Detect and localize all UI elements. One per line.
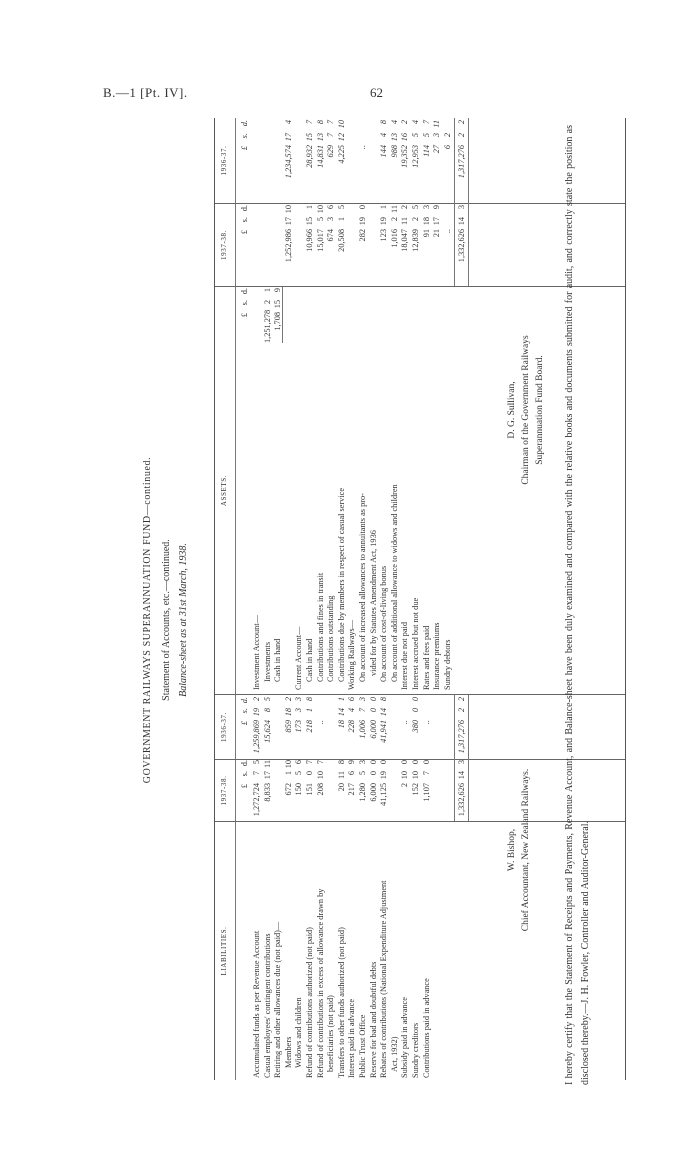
fund-title: GOVERNMENT RAILWAYS SUPERANNUATION FUND—continued.: [142, 456, 153, 784]
asset-1937-shillings: 3: [432, 133, 442, 138]
asset-1938-pounds: 282: [358, 229, 367, 242]
liability-1937-pence: 0: [411, 697, 420, 702]
currency-symbol-pence: d.: [240, 205, 249, 212]
liability-1937-pounds: 228: [347, 720, 357, 733]
page-number: 62: [370, 85, 383, 100]
asset-1937-pence: 11: [432, 120, 442, 128]
asset-row: [315, 118, 326, 1080]
liability-1938-pounds: 2: [400, 783, 410, 788]
liability-1937-pounds: 6,000: [368, 720, 378, 739]
liability-1938-shillings: 19: [379, 771, 389, 780]
liability-label: Reserve for bad and doubtful debts: [368, 961, 378, 1078]
asset-row: [262, 118, 273, 1080]
asset-row: [346, 118, 357, 1080]
liability-1938-pence: 11: [262, 760, 272, 768]
assets-total-1937-shillings: 2: [457, 133, 467, 138]
asset-1938-pounds: 1,252,986: [283, 229, 293, 263]
liabilities-total-1938-shillings: 14: [457, 771, 467, 780]
asset-subtotal-pounds: 1,251,278: [262, 309, 272, 343]
liabilities-total-1938-pounds: 1,332,626: [457, 783, 467, 817]
asset-1937-pence: 7: [326, 120, 336, 125]
liability-1938-shillings: 0: [368, 771, 378, 776]
asset-label: Investments: [262, 641, 272, 682]
liabilities-total-1937-pence: 2: [457, 697, 467, 702]
asset-1938-shillings: 11: [400, 217, 410, 225]
liability-label: Refund of contributions in excess of allowance drawn by: [315, 888, 325, 1078]
assets-total-rule: [454, 118, 455, 286]
liability-1937-pounds: ..: [421, 720, 431, 725]
asset-label: On account of additional allowance to widows and children: [389, 484, 399, 682]
asset-1937-shillings: 4: [379, 133, 389, 138]
liability-1938-shillings: 7: [421, 771, 431, 776]
asset-label: Contributions and fines in transit: [315, 572, 325, 682]
auditor-certification: I hereby certify that the Statement of Receipts and Payments, Revenue Account, and Balance-sheet have been duly examined and compared with the relative books and documents submitted for audit, and correctly state the position as disclosed thereby.—J. H. Fowler, Controller and Auditor-General.: [564, 125, 591, 1085]
liability-1937-shillings: 14: [379, 708, 389, 717]
asset-1937-shillings: 16: [400, 133, 410, 142]
liability-1937-pence: 8: [305, 697, 314, 702]
asset-1937-pounds: 12,953: [411, 145, 420, 168]
rotated-page: [120, 120, 620, 1120]
liability-1938-pounds: 1,272,724: [252, 783, 261, 817]
balance-sheet-title: Balance-sheet as at 31st March, 1938.: [178, 543, 189, 697]
assets-year-1938-heading: 1937-38.: [220, 230, 228, 260]
liability-1937-pounds: 218: [305, 720, 314, 733]
liability-1937-pence: 8: [379, 697, 389, 702]
liability-1938-pounds: 1,280: [358, 783, 367, 802]
liability-1937-pounds: 15,624: [262, 720, 272, 743]
asset-1937-pence: 2: [400, 120, 410, 125]
liability-1937-shillings: 0: [368, 708, 378, 713]
asset-1937-pounds: 4,225: [336, 145, 346, 164]
asset-label: Contributions due by members in respect of casual service: [336, 487, 346, 682]
asset-1938-shillings: 1: [336, 217, 346, 222]
asset-1938-pounds: 674: [326, 229, 336, 242]
liability-1938-shillings: 7: [252, 771, 261, 776]
liability-1938-pounds: 217: [347, 783, 357, 796]
asset-1937-shillings: 5: [411, 133, 420, 138]
liability-1937-pence: 6: [347, 697, 357, 702]
liability-1938-pence: 10: [283, 760, 293, 769]
asset-subtotal-pounds: 1,708: [273, 312, 283, 331]
liability-1938-shillings: 0: [305, 771, 314, 776]
currency-symbol-pence: d.: [240, 697, 249, 704]
totals-row: [456, 118, 467, 1080]
asset-1938-shillings: 19: [379, 217, 389, 226]
liability-label: Members: [283, 1036, 293, 1068]
asset-1938-shillings: 2: [411, 217, 420, 222]
liability-1937-pounds: 41,941: [379, 720, 389, 743]
liability-label: Public Trust Office: [358, 1014, 367, 1078]
asset-1937-shillings: 7: [326, 133, 336, 138]
asset-subtotal-shillings: 15: [273, 300, 283, 309]
asset-label: Insurance premiums: [432, 622, 442, 690]
signature-left-name: W. Bishop,: [507, 828, 517, 872]
asset-1937-pounds: 988: [389, 145, 399, 158]
liability-1938-shillings: 10: [315, 771, 325, 780]
liability-1938-pence: 0: [379, 760, 389, 765]
liability-label: Accumulated funds as per Revenue Account: [252, 930, 261, 1078]
asset-row: [325, 118, 336, 1080]
liability-1937-shillings: 18: [283, 708, 293, 717]
liabilities-total-rule: [454, 695, 455, 821]
liability-1938-pounds: 151: [305, 783, 314, 796]
currency-symbol-shillings: s.: [240, 133, 249, 139]
asset-1938-pence: 5: [336, 205, 346, 210]
currency-symbol-pence: d.: [240, 288, 249, 295]
asset-1937-pence: 8: [379, 120, 389, 125]
liability-1938-pence: 0: [411, 760, 420, 765]
assets-year-1937-heading: 1936-37.: [220, 145, 228, 176]
statement-title: Statement of Accounts, etc.—continued.: [161, 539, 172, 701]
signature-right-name: D. G. Sullivan,: [507, 381, 517, 439]
asset-1937-pounds: 1,234,574: [283, 145, 293, 179]
liability-1938-pounds: 208: [315, 783, 325, 796]
liability-1938-pence: 0: [421, 760, 431, 765]
asset-1938-pounds: 21: [432, 229, 442, 238]
liability-1938-pence: 5: [252, 760, 261, 765]
liability-1938-pounds: 152: [411, 783, 420, 796]
liability-1937-pence: 3: [294, 697, 304, 702]
asset-1937-shillings: 5: [421, 133, 431, 138]
asset-1938-pence: 2: [400, 205, 410, 210]
assets-total-1937-pounds: 1,317,276: [457, 145, 467, 179]
asset-1938-pence: 11: [389, 205, 399, 213]
currency-symbol-shillings: s.: [240, 708, 249, 714]
assets-total-1938-shillings: 14: [457, 217, 467, 226]
asset-row: [293, 118, 304, 1080]
liability-1937-pence: 0: [368, 697, 378, 702]
liability-1937-pence: 2: [283, 697, 293, 702]
asset-subtotal-pence: 1: [262, 288, 272, 293]
liability-1938-pence: 7: [305, 760, 314, 765]
liability-1937-pounds: 1,006: [358, 720, 367, 739]
asset-1937-shillings: 17: [283, 133, 293, 142]
currency-header-row: [239, 118, 250, 1080]
asset-1938-pence: 10: [315, 205, 325, 214]
liabilities-total-underline: [468, 695, 469, 821]
liability-1938-pounds: 6,000: [368, 783, 378, 802]
liability-1937-shillings: 0: [411, 708, 420, 713]
liability-1938-pounds: 1,107: [421, 783, 431, 802]
asset-label: Contributions outstanding: [326, 595, 336, 682]
liability-label: Widows and children: [294, 997, 304, 1068]
asset-1937-pounds: 629: [326, 145, 336, 158]
liabilities-year-1938-heading: 1937-38.: [220, 775, 228, 806]
asset-1937-pounds: 6: [442, 145, 452, 150]
asset-label: Cash in hand: [305, 638, 314, 682]
asset-label: Rates and fees paid: [421, 625, 431, 690]
asset-label: On account of increased allowances to annuitants as pro-: [358, 493, 367, 682]
asset-1937-shillings: 2: [442, 133, 452, 138]
asset-row: [389, 118, 400, 1080]
header-rule: [235, 118, 236, 1080]
asset-1937-pounds: ..: [358, 145, 367, 150]
liability-1937-pounds: 173: [294, 720, 304, 733]
asset-1938-pence: 9: [432, 205, 442, 210]
liability-1937-shillings: 3: [294, 708, 304, 713]
asset-1937-pence: 7: [421, 120, 431, 125]
liability-1938-pounds: 41,125: [379, 783, 389, 806]
liability-1938-shillings: 11: [336, 771, 346, 779]
signature-left-title: Chief Accountant, New Zealand Railways.: [521, 768, 531, 932]
asset-label: Interest accrued but not due: [411, 597, 420, 690]
liability-1937-shillings: 4: [347, 708, 357, 713]
liability-label: Refund of contributions authorized (not paid): [305, 927, 314, 1078]
liability-1938-pounds: 672: [283, 783, 293, 796]
currency-symbol-pence: d.: [240, 120, 249, 127]
liability-1937-shillings: 1: [305, 708, 314, 713]
currency-symbol-shillings: s.: [240, 300, 249, 306]
investment-subtotal-rule: [282, 287, 283, 343]
asset-label: Current Account—: [294, 626, 304, 690]
liability-label: Interest paid in advance: [347, 998, 357, 1078]
asset-1938-pence: 0: [358, 205, 367, 210]
asset-1938-shillings: 18: [421, 217, 431, 226]
asset-row: [272, 118, 283, 1080]
liability-1937-pounds: ..: [400, 720, 410, 725]
asset-1938-pence: 6: [326, 205, 336, 210]
assets-total-1938-pounds: 1,332,626: [457, 229, 467, 263]
asset-row: [442, 118, 453, 1080]
asset-subtotal-shillings: 2: [262, 300, 272, 305]
asset-subtotal-pence: 9: [273, 288, 283, 293]
liability-1938-shillings: 1: [283, 771, 293, 776]
asset-row: [368, 118, 379, 1080]
asset-label: Sundry debtors: [442, 639, 452, 690]
asset-label: vided for by Statutes Amendment Act, 1936: [368, 530, 378, 676]
asset-1938-pence: 1: [379, 205, 389, 210]
liability-1938-pence: 0: [368, 760, 378, 765]
asset-1937-pence: 4: [283, 120, 293, 125]
asset-1937-pounds: 19,352: [400, 145, 410, 168]
liability-label: Retiring and other allowances due (not paid)—: [273, 921, 283, 1078]
asset-row: [399, 118, 410, 1080]
asset-1938-pounds: 18,047: [400, 229, 410, 252]
liability-1938-shillings: 5: [358, 771, 367, 776]
liability-label: beneficiaries (not paid): [326, 995, 336, 1072]
liability-1937-pounds: 1,259,869: [252, 720, 261, 754]
liability-1938-pounds: 8,833: [262, 783, 272, 802]
currency-symbol-pounds: £: [240, 313, 249, 318]
liability-1937-shillings: 14: [336, 708, 346, 717]
page-reference: B.—1 [Pt. IV].: [103, 85, 188, 100]
asset-row: [336, 118, 347, 1080]
assets-heading: ASSETS.: [220, 474, 228, 507]
liability-label: Transfers to other funds authorized (not paid): [336, 927, 346, 1078]
currency-symbol-pounds: £: [240, 784, 249, 789]
asset-1938-shillings: 15: [305, 217, 314, 226]
asset-row: [283, 118, 294, 1080]
asset-1937-pounds: 27: [432, 145, 442, 154]
liability-1937-pence: 2: [252, 697, 261, 702]
liability-1937-pence: 5: [262, 697, 272, 702]
assets-total-1937-pence: 2: [457, 120, 467, 125]
liability-1938-pence: 9: [347, 760, 357, 765]
asset-row: [410, 118, 421, 1080]
liability-1938-shillings: 5: [294, 771, 304, 776]
asset-1938-pence: 1: [305, 205, 314, 210]
liability-1938-pence: 7: [315, 760, 325, 765]
asset-1938-pounds: ..: [442, 229, 452, 234]
signature-right: [505, 260, 547, 560]
liability-1938-pence: 6: [294, 760, 304, 765]
asset-1938-pounds: 12,839: [411, 229, 420, 252]
asset-1938-shillings: 17: [283, 217, 293, 226]
liability-1937-shillings: 8: [262, 708, 272, 713]
assets-total-underline: [468, 118, 469, 286]
asset-1938-shillings: 19: [358, 217, 367, 226]
asset-row: [421, 118, 432, 1080]
currency-symbol-pence: d.: [240, 760, 249, 767]
liability-1938-shillings: 10: [400, 771, 410, 780]
currency-symbol-shillings: s.: [240, 771, 249, 777]
asset-1938-shillings: 2: [389, 217, 399, 222]
liability-label: Contributions paid in advance: [421, 978, 431, 1078]
asset-1937-pence: 10: [336, 120, 346, 129]
liability-label: Sundry creditors: [411, 1022, 420, 1078]
signature-right-title: Chairman of the Government Railways: [521, 335, 531, 485]
asset-1938-pence: 3: [421, 205, 431, 210]
asset-row: [357, 118, 368, 1080]
signature-right-title-line2: Superannuation Fund Board.: [535, 355, 545, 465]
liabilities-total-1937-shillings: 2: [457, 708, 467, 713]
liabilities-total-1937-pounds: 1,317,276: [457, 720, 467, 754]
asset-1937-shillings: 13: [389, 133, 399, 142]
asset-label: Investment Account—: [252, 615, 261, 690]
asset-1938-pounds: 91: [421, 229, 431, 238]
asset-label: Interest due not paid: [400, 622, 410, 690]
liability-label: Subsidy paid in advance: [400, 997, 410, 1078]
asset-1937-pence: 8: [315, 120, 325, 125]
asset-row: [251, 118, 262, 1080]
liability-1938-shillings: 6: [347, 771, 357, 776]
asset-1938-pounds: 20,508: [336, 229, 346, 252]
asset-row: [378, 118, 389, 1080]
liability-1937-pounds: 380: [411, 720, 420, 733]
asset-1937-shillings: 15: [305, 133, 314, 142]
liability-1938-pence: 0: [400, 760, 410, 765]
liability-1937-pounds: 859: [283, 720, 293, 733]
asset-1937-shillings: 12: [336, 133, 346, 142]
liability-label: Casual employees' contingent contributions: [262, 933, 272, 1078]
asset-1937-pence: 4: [389, 120, 399, 125]
currency-symbol-pounds: £: [240, 146, 249, 151]
asset-1938-pounds: 123: [379, 229, 389, 242]
asset-row: [431, 118, 442, 1080]
liability-1937-shillings: 7: [358, 708, 367, 713]
asset-label: Working Railways—: [347, 619, 357, 690]
asset-1937-pounds: 28,932: [305, 145, 314, 168]
asset-1937-pounds: 114: [421, 145, 431, 157]
asset-label: On account of cost-of-living bonus: [379, 565, 389, 682]
asset-1937-shillings: 13: [315, 133, 325, 142]
currency-symbol-pounds: £: [240, 230, 249, 235]
asset-1938-pounds: 15,017: [315, 229, 325, 252]
asset-row: [304, 118, 315, 1080]
asset-1937-pence: 7: [305, 120, 314, 125]
asset-1938-pounds: 1,016: [389, 229, 399, 248]
liabilities-total-1938-pence: 3: [457, 760, 467, 765]
asset-1938-pence: 10: [283, 205, 293, 214]
liabilities-year-1937-heading: 1936-37.: [220, 712, 228, 742]
liability-1937-pounds: ..: [315, 720, 325, 725]
currency-symbol-pounds: £: [240, 721, 249, 726]
liability-1937-pence: 1: [336, 697, 346, 702]
asset-1938-pence: 5: [411, 205, 420, 210]
signature-left: [505, 710, 533, 990]
liability-1938-pounds: 150: [294, 783, 304, 796]
liability-1938-pence: 3: [358, 760, 367, 765]
liability-1937-pounds: 18: [336, 720, 346, 729]
liability-1937-shillings: 19: [252, 708, 261, 717]
liability-label: Act, 1932): [389, 1036, 399, 1072]
assets-total-1938-pence: 3: [457, 205, 467, 210]
liability-1938-pounds: 20: [336, 783, 346, 792]
asset-1938-shillings: 17: [432, 217, 442, 226]
asset-1937-pence: 4: [411, 120, 420, 125]
asset-1937-pounds: 14,831: [315, 145, 325, 168]
asset-label: Cash in hand: [273, 638, 283, 682]
asset-1938-shillings: 5: [315, 217, 325, 222]
liability-1938-shillings: 10: [411, 771, 420, 780]
currency-symbol-shillings: s.: [240, 217, 249, 223]
liability-1938-shillings: 17: [262, 771, 272, 780]
asset-1937-pounds: 144: [379, 145, 389, 158]
liabilities-heading: LIABILITIES.: [220, 926, 228, 976]
asset-1938-shillings: 3: [326, 217, 336, 222]
liability-1937-pence: 3: [358, 697, 367, 702]
liability-1938-pence: 8: [336, 760, 346, 765]
liability-label: Rebates of contributions (National Expenditure Adjustment: [379, 880, 389, 1078]
asset-1938-pounds: 10,966: [305, 229, 314, 252]
